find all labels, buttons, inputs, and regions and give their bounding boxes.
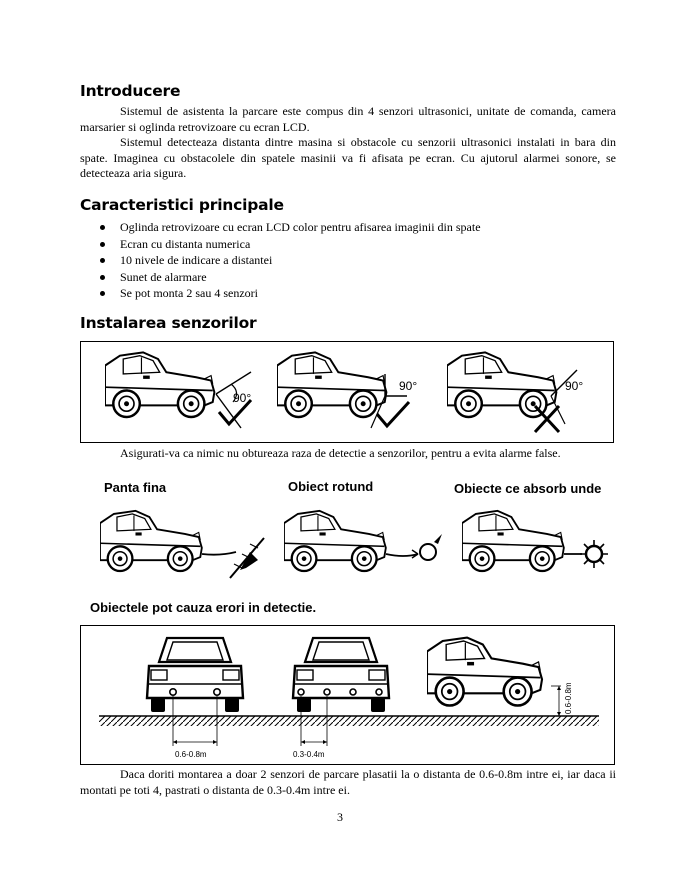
spacing-label: 0.3-0.4m [293, 750, 325, 759]
spacing-label: 0.6-0.8m [175, 750, 207, 759]
intro-paragraph-1: Sistemul de asistenta la parcare este compus din 4 senzori ultrasonici, unitate de comanda, camera marsarier si oglinda retrovizoare cu ecran LCD. [80, 104, 616, 134]
section-title-features: Caracteristici principale [80, 196, 284, 214]
section-title-intro: Introducere [80, 82, 181, 100]
feature-item: Ecran cu distanta numerica [100, 236, 481, 253]
page-number: 3 [337, 810, 343, 824]
sensor-dot [350, 689, 356, 695]
bullet-icon [100, 242, 105, 247]
figure-sensor-spacing [80, 625, 615, 765]
bullet-icon [100, 225, 105, 230]
feature-item: Sunet de alarmare [100, 269, 481, 286]
bullet-icon [100, 275, 105, 280]
car-diagram-1-correct [105, 352, 251, 428]
intro-paragraph-2: Sistemul detecteaza distanta dintre masina si obstacole cu senzorii ultrasonici instalati in bara din spate. Imaginea cu obstacolele din spatele masinii va fi afisata pe ecran. Cu ajutorul alarmei sonore, se detecteaza aria sigura. [80, 135, 616, 180]
car-side-height [427, 638, 573, 716]
section-title-install: Instalarea senzorilor [80, 314, 257, 332]
ground [99, 716, 599, 726]
install-final-paragraph: Daca doriti montarea a doar 2 senzori de parcare plasatii la o distanta de 0.6-0.8m intre ei, iar daca ii montati pe toti 4, pastrati o distanta de 0.3-0.4m intre ei. [80, 767, 616, 797]
caption-slope: Panta fina [104, 480, 167, 495]
sensor-dot [298, 689, 304, 695]
angle-label: 90° [399, 379, 418, 393]
round-object-diagram [284, 511, 442, 571]
car-diagram-3-wrong [447, 352, 583, 432]
sensor-dot [170, 689, 176, 695]
car-diagram-2-correct [277, 352, 417, 428]
angle-label: 90° [565, 379, 584, 393]
bullet-icon [100, 291, 105, 296]
sensor-dot [324, 689, 330, 695]
install-note: Asigurati-va ca nimic nu obtureaza raza de detectie a senzorilor, pentru a evita alarme false. [120, 446, 561, 460]
car-rear-4-sensors [293, 638, 389, 759]
cross-mark-icon [535, 406, 559, 432]
feature-item: 10 nivele de indicare a distantei [100, 252, 481, 269]
absorbing-object-diagram [462, 511, 608, 571]
features-list [100, 219, 481, 302]
detection-error-warning: Obiectele pot cauza erori in detectie. [90, 600, 317, 615]
figure-sensor-angle [80, 341, 614, 443]
caption-absorbing-objects: Obiecte ce absorb unde [454, 481, 602, 496]
bullet-icon [100, 258, 105, 263]
check-mark-icon [377, 402, 409, 426]
feature-item: Se pot monta 2 sau 4 senzori [100, 285, 481, 302]
slope-diagram [100, 511, 264, 578]
caption-round-object: Obiect rotund [288, 479, 374, 494]
feature-item: Oglinda retrovizoare cu ecran LCD color pentru afisarea imaginii din spate [100, 219, 481, 236]
angle-label: 90° [233, 391, 252, 405]
height-label: 0.6-0.8m [564, 682, 573, 714]
sensor-dot [214, 689, 220, 695]
car-rear-2-sensors [147, 638, 243, 759]
figure-obstacle-types [100, 478, 630, 618]
sensor-dot [376, 689, 382, 695]
